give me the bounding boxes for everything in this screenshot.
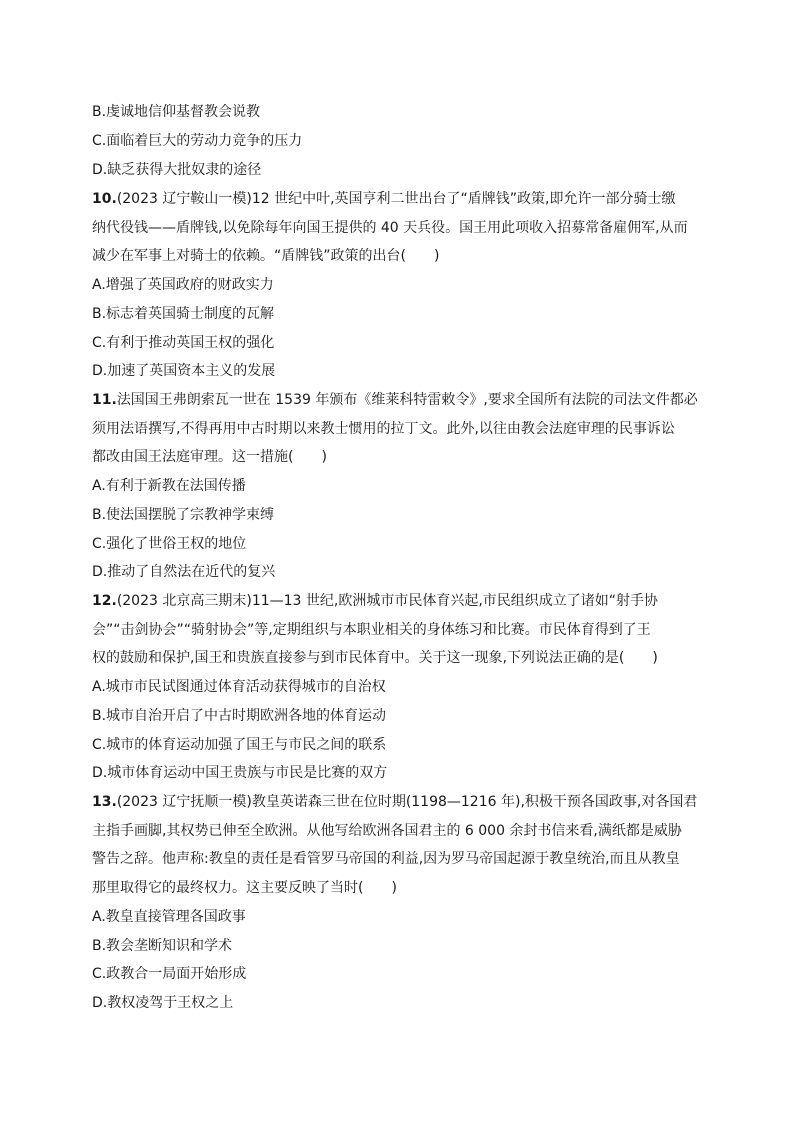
q12-option-a: A.城市市民试图通过体育活动获得城市的自治权 [92, 679, 386, 695]
q13-stem-line-2: 主指手画脚,其权势已伸至全欧洲。从他写给欧洲各国君主的 6 000 余封书信来看,满纸都是威胁 [92, 823, 682, 839]
q11-option-c: C.强化了世俗王权的地位 [92, 536, 247, 552]
q13-stem-text-1: (2023 辽宁抚顺一模)教皇英诺森三世在位时期(1198—1216 年),积极干预各国政事,对各国君 [116, 794, 698, 810]
q12-stem-line-3: 权的鼓励和保护,国王和贵族直接参与到市民体育中。关于这一现象,下列说法正确的是( ) [92, 650, 658, 666]
q13-option-d: D.教权凌驾于王权之上 [92, 995, 234, 1011]
q10-stem-text-1: (2023 辽宁鞍山一模)12 世纪中叶,英国亨利二世出台了“盾牌钱”政策,即允许一部分骑士缴 [116, 191, 676, 207]
q10-stem-line-1 [92, 189, 675, 209]
q13-number: 13. [92, 794, 117, 810]
q13-option-b: B.教会垄断知识和学术 [92, 938, 233, 954]
q12-stem-text-1: (2023 北京高三期末)11—13 世纪,欧洲城市市民体育兴起,市民组织成立了诸如“射手协 [116, 593, 659, 609]
q11-option-b: B.使法国摆脱了宗教神学束缚 [92, 507, 275, 523]
q13-stem-line-1 [92, 792, 697, 812]
q12-option-b: B.城市自治开启了中古时期欧洲各地的体育运动 [92, 708, 387, 724]
q10-option-d: D.加速了英国资本主义的发展 [92, 363, 276, 379]
q11-option-d: D.推动了自然法在近代的复兴 [92, 564, 276, 580]
q10-option-c: C.有利于推动英国王权的强化 [92, 335, 275, 351]
q11-stem-line-2: 须用法语撰写,不得再用中古时期以来教士惯用的拉丁文。此外,以往由教会法庭审理的民事诉讼 [92, 421, 675, 437]
q9-option-c: C.面临着巨大的劳动力竞争的压力 [92, 133, 303, 149]
q13-stem-line-4: 那里取得它的最终权力。这主要反映了当时( ) [92, 880, 397, 896]
q11-number: 11. [92, 392, 117, 408]
q13-option-c: C.政教合一局面开始形成 [92, 966, 247, 982]
q11-option-a: A.有利于新教在法国传播 [92, 478, 246, 494]
q13-option-a: A.教皇直接管理各国政事 [92, 909, 246, 925]
q12-number: 12. [92, 593, 117, 609]
q10-option-b: B.标志着英国骑士制度的瓦解 [92, 306, 275, 322]
q9-option-d: D.缺乏获得大批奴隶的途径 [92, 162, 262, 178]
q10-option-a: A.增强了英国政府的财政实力 [92, 277, 274, 293]
q11-stem-text-1: 法国国王弗朗索瓦一世在 1539 年颁布《维莱科特雷敕令》,要求全国所有法院的司法文件都必 [116, 392, 698, 408]
q9-option-b: B.虔诚地信仰基督教会说教 [92, 104, 261, 120]
q12-option-c: C.城市的体育运动加强了国王与市民之间的联系 [92, 737, 387, 753]
q12-stem-line-1 [92, 591, 658, 611]
q10-stem-line-3: 减少在军事上对骑士的依赖。“盾牌钱”政策的出台( ) [92, 248, 440, 264]
q12-stem-line-2: 会”“击剑协会”“骑射协会”等,定期组织与本职业相关的身体练习和比赛。市民体育得到了王 [92, 622, 651, 638]
q11-stem-line-3: 都改由国王法庭审理。这一措施( ) [92, 449, 327, 465]
q10-number: 10. [92, 191, 117, 207]
q11-stem-line-1 [92, 390, 698, 410]
q13-stem-line-3: 警告之辞。他声称:教皇的责任是看管罗马帝国的利益,因为罗马帝国起源于教皇统治,而且从教皇 [92, 851, 680, 867]
q12-option-d: D.城市体育运动中国王贵族与市民是比赛的双方 [92, 765, 388, 781]
q10-stem-line-2: 纳代役钱——盾牌钱,以免除每年向国王提供的 40 天兵役。国王用此项收入招募常备雇佣军,从而 [92, 220, 688, 236]
